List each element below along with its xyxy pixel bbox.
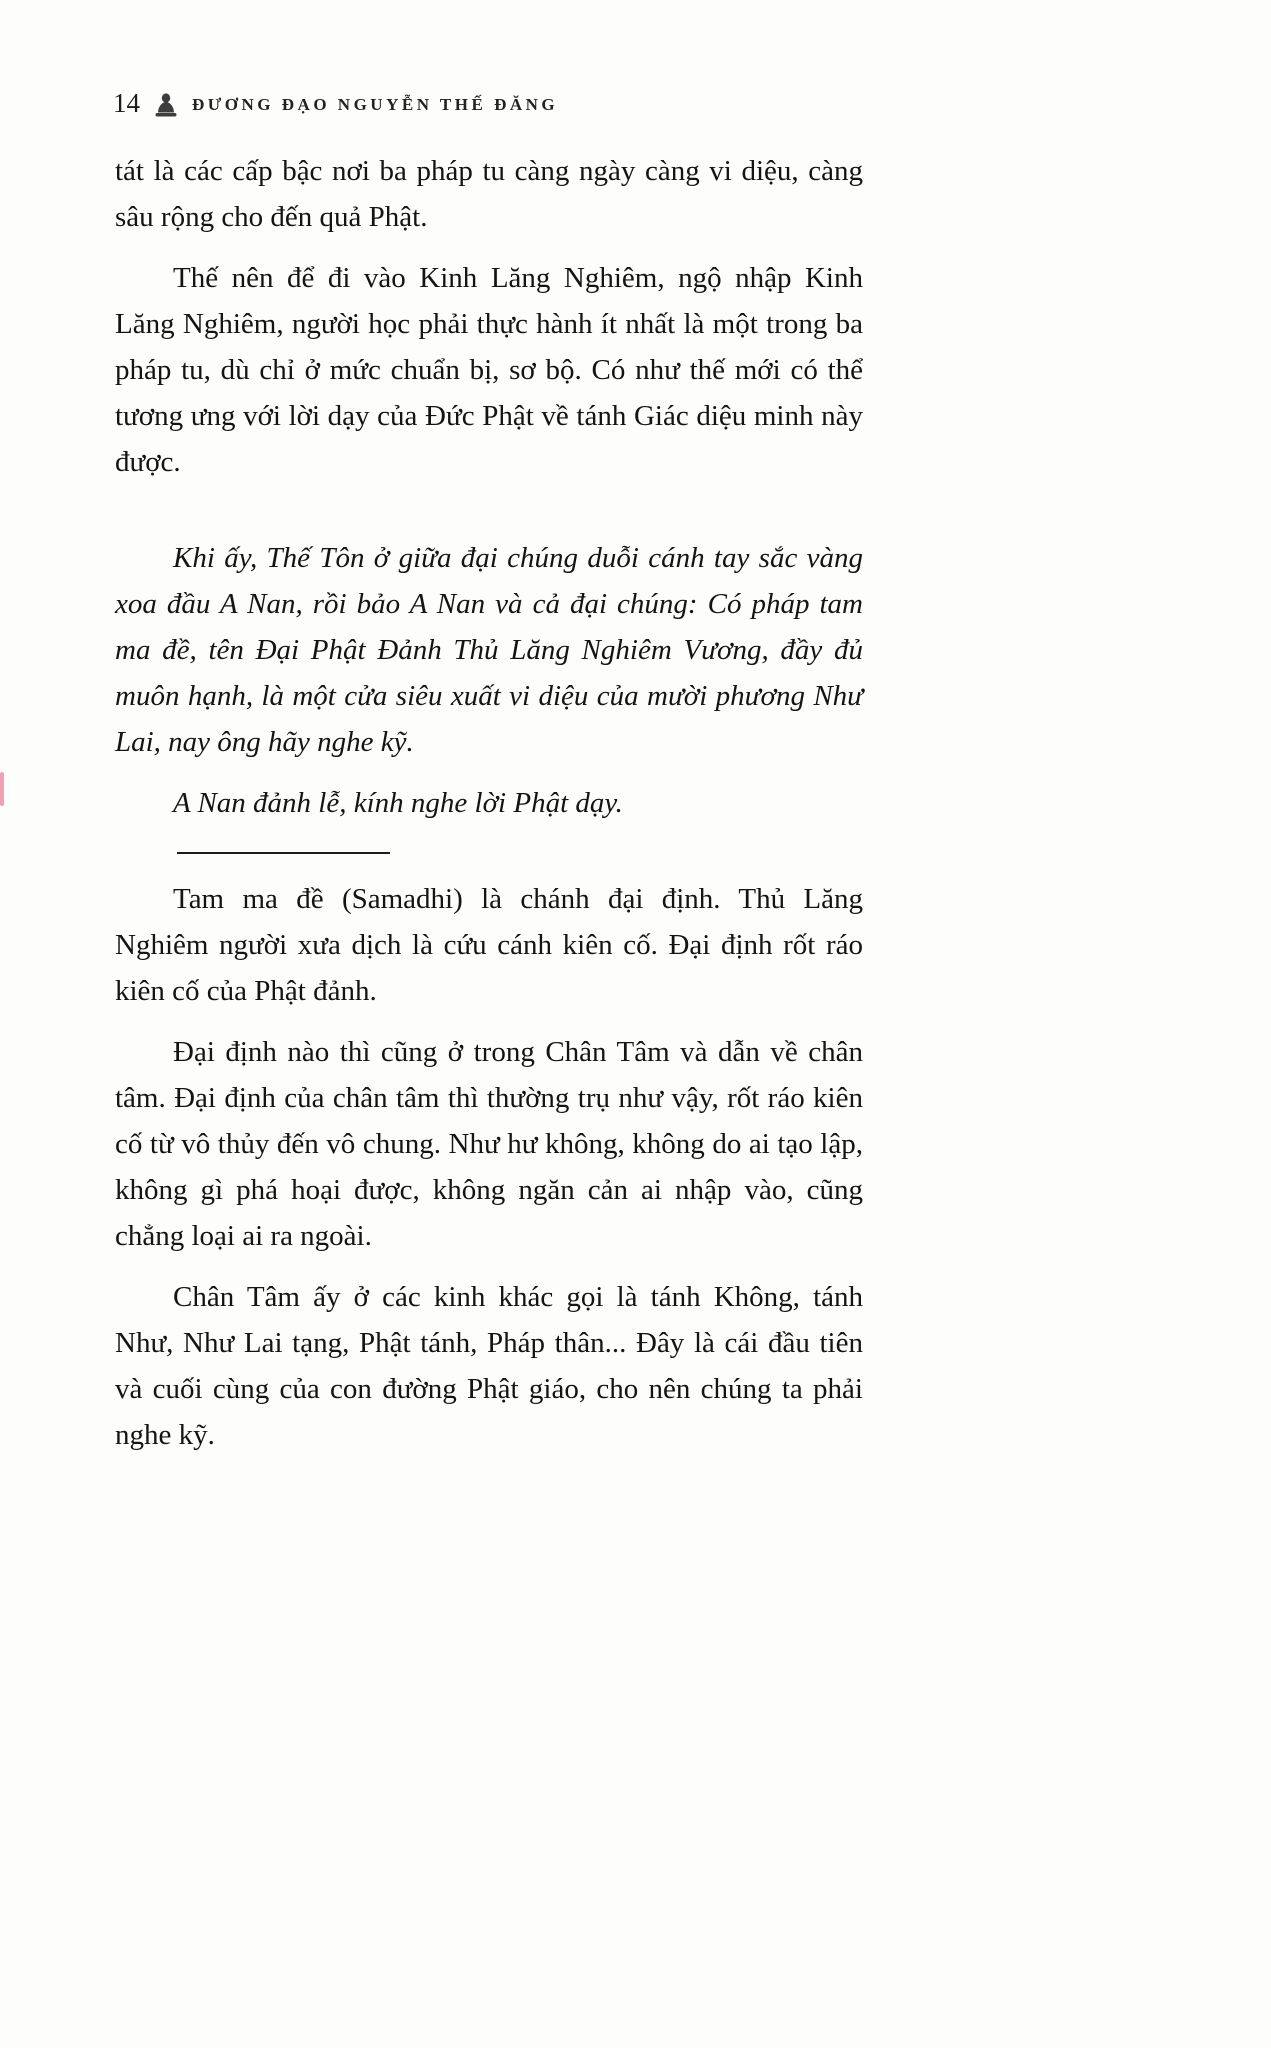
page-edge-scan-artifact xyxy=(0,772,4,806)
running-header-title: ĐƯƠNG ĐẠO NGUYỄN THẾ ĐĂNG xyxy=(192,94,559,114)
section-divider-rule xyxy=(177,852,390,854)
running-header xyxy=(113,90,558,117)
buddha-icon xyxy=(153,93,179,118)
page-number: 14 xyxy=(113,88,140,118)
paragraph: Thế nên để đi vào Kinh Lăng Nghiêm, ngộ nhập Kinh Lăng Nghiêm, người học phải thực hành ít nhất là một trong ba pháp tu, dù chỉ ở mức chuẩn bị, sơ bộ. Có như thế mới có thể tương ưng với lời dạy của Đức Phật về tánh Giác diệu minh này được. xyxy=(115,262,863,478)
paragraph-continuation: tát là các cấp bậc nơi ba pháp tu càng ngày càng vi diệu, càng sâu rộng cho đến quả Phật. xyxy=(115,155,863,233)
paragraph: Chân Tâm ấy ở các kinh khác gọi là tánh Không, tánh Như, Như Lai tạng, Phật tánh, Pháp thân... Đây là cái đầu tiên và cuối cùng của con đường Phật giáo, cho nên chúng ta phải nghe kỹ. xyxy=(115,1281,863,1451)
paragraph: Đại định nào thì cũng ở trong Chân Tâm và dẫn về chân tâm. Đại định của chân tâm thì thường trụ như vậy, rốt ráo kiên cố từ vô thủy đến vô chung. Như hư không, không do ai tạo lập, không gì phá hoại được, không ngăn cản ai nhập vào, cũng chẳng loại ai ra ngoài. xyxy=(115,1036,863,1252)
paragraph: Tam ma đề (Samadhi) là chánh đại định. Thủ Lăng Nghiêm người xưa dịch là cứu cánh kiên cố. Đại định rốt ráo kiên cố của Phật đảnh. xyxy=(115,883,863,1007)
sutra-quote-paragraph: A Nan đảnh lễ, kính nghe lời Phật dạy. xyxy=(173,787,623,819)
sutra-quote-paragraph: Khi ấy, Thế Tôn ở giữa đại chúng duỗi cánh tay sắc vàng xoa đầu A Nan, rồi bảo A Nan và cả đại chúng: Có pháp tam ma đề, tên Đại Phật Đảnh Thủ Lăng Nghiêm Vương, đầy đủ muôn hạnh, là một cửa siêu xuất vi diệu của mười phương Như Lai, nay ông hãy nghe kỹ. xyxy=(115,542,863,758)
page-body-text xyxy=(115,148,863,1473)
